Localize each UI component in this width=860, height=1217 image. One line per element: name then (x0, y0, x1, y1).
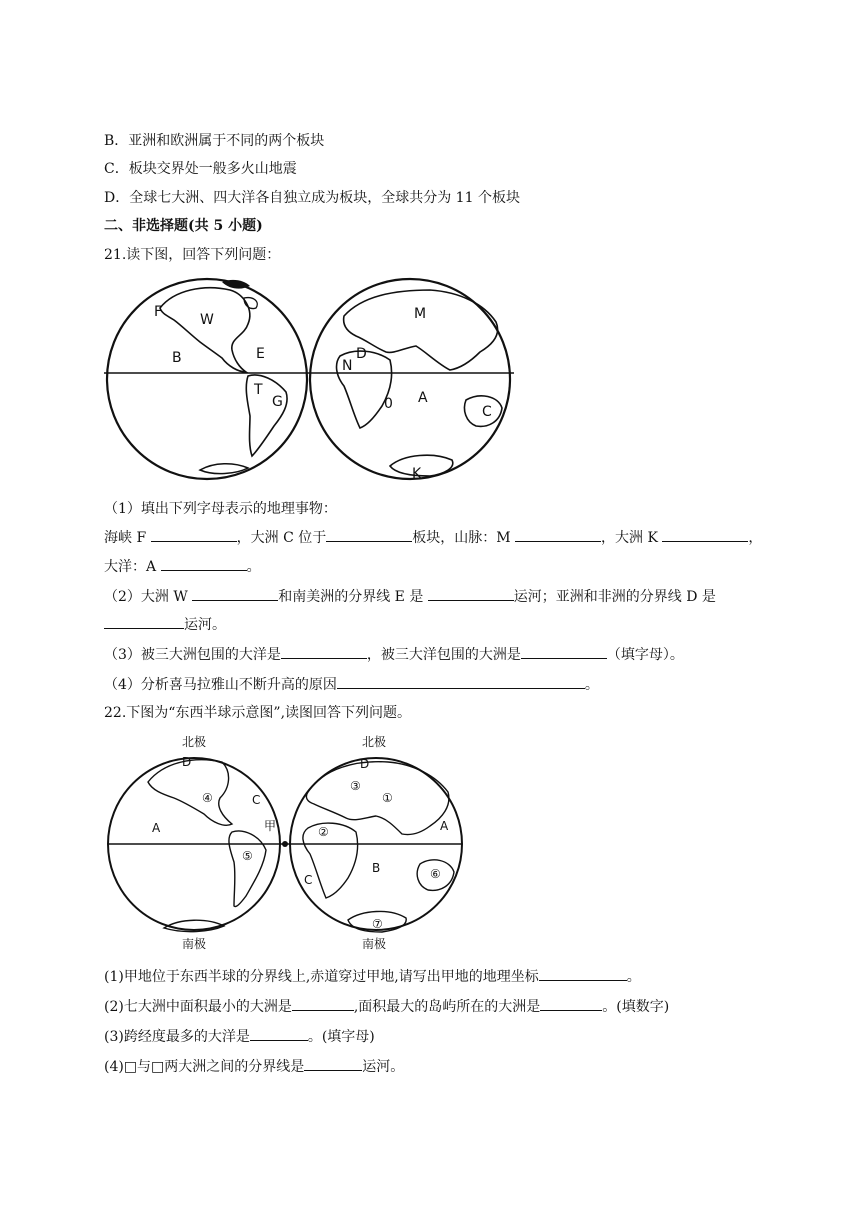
map-label-d-west: D (182, 755, 192, 769)
q21-stem: 21.读下图，回答下列问题： (104, 247, 281, 263)
q21-p2-line1: （2）大洲 W 和南美洲的分界线 E 是 运河；亚洲和非洲的分界线 D 是 (104, 586, 716, 607)
north-pole-label-east: 北极 (362, 735, 387, 749)
option-b: B．亚洲和欧洲属于不同的两个板块 (104, 133, 325, 149)
map-label-4: ④ (202, 791, 213, 805)
answer-blank[interactable] (337, 674, 585, 689)
map-label-n: N (342, 358, 353, 374)
answer-blank[interactable] (515, 527, 601, 542)
map-label-a-east: A (440, 819, 449, 833)
map-label-w: W (200, 312, 214, 328)
answer-blank[interactable] (428, 586, 514, 601)
map-label-c: C (482, 404, 492, 420)
answer-blank[interactable] (540, 996, 602, 1011)
map-label-m: M (414, 306, 427, 322)
map-label-a: A (418, 390, 428, 406)
map-label-e: E (256, 346, 265, 362)
answer-blank[interactable] (250, 1026, 308, 1041)
map-label-c-east: C (304, 873, 313, 887)
answer-blank[interactable] (662, 527, 748, 542)
section-title: 二、非选择题(共 5 小题) (104, 218, 263, 234)
map-label-b: B (172, 350, 182, 366)
north-pole-label-west: 北极 (182, 735, 207, 749)
q22-p1: (1)甲地位于东西半球的分界线上,赤道穿过甲地,请写出甲地的地理坐标 。 (104, 966, 641, 987)
map-label-k: K (412, 466, 422, 482)
map-label-6: ⑥ (430, 867, 441, 881)
answer-blank[interactable] (292, 996, 354, 1011)
map-label-b: B (372, 861, 381, 875)
map-label-d-east: D (360, 757, 370, 771)
q22-p4: (4)□与□两大洲之间的分界线是 运河。 (104, 1056, 404, 1077)
map-label-jia: 甲 (264, 819, 277, 833)
map-label-o: 0 (384, 396, 393, 412)
answer-blank[interactable] (304, 1056, 362, 1071)
answer-blank[interactable] (161, 556, 247, 571)
map-label-f: F (154, 304, 163, 320)
map-label-d: D (356, 346, 367, 362)
q22-p2: (2)七大洲中面积最小的大洲是 ,面积最大的岛屿所在的大洲是 。(填数字) (104, 996, 669, 1017)
q21-p2-line2: 运河。 (104, 614, 226, 635)
q21-p1-line2: 大洋：A 。 (104, 556, 261, 577)
q21-p4: （4）分析喜马拉雅山不断升高的原因 。 (104, 674, 599, 695)
q21-p1-line1: 海峡 F ，大洲 C 位于 板块，山脉：M ，大洲 K ， (104, 527, 762, 548)
answer-blank[interactable] (539, 966, 627, 981)
answer-blank[interactable] (151, 527, 237, 542)
map-label-t: T (254, 382, 263, 398)
q21-p1-intro: （1）填出下列字母表示的地理事物： (104, 501, 337, 517)
q22-hemisphere-map (104, 732, 474, 954)
map-label-g: G (272, 394, 283, 410)
answer-blank[interactable] (521, 644, 607, 659)
q22-stem: 22.下图为“东西半球示意图”,读图回答下列问题。 (104, 705, 412, 721)
q21-p3: （3）被三大洲包围的大洋是 ，被三大洋包围的大洲是 （填字母）。 (104, 644, 684, 665)
option-c: C．板块交界处一般多火山地震 (104, 161, 297, 177)
map-label-2: ② (318, 825, 329, 839)
answer-blank[interactable] (281, 644, 367, 659)
map-label-a-west: A (152, 821, 161, 835)
map-label-1: ① (382, 791, 393, 805)
option-d: D．全球七大洲、四大洋各自独立成为板块，全球共分为 11 个板块 (104, 190, 520, 206)
south-pole-label-east: 南极 (362, 937, 387, 951)
map-label-5: ⑤ (242, 849, 253, 863)
map-label-7: ⑦ (372, 917, 383, 931)
map-label-c-west: C (252, 793, 261, 807)
south-pole-label-west: 南极 (182, 937, 207, 951)
q21-hemisphere-map (104, 276, 524, 486)
answer-blank[interactable] (326, 527, 412, 542)
map-label-3: ③ (350, 779, 361, 793)
answer-blank[interactable] (192, 586, 278, 601)
q22-p3: (3)跨经度最多的大洋是 。(填字母) (104, 1026, 375, 1047)
answer-blank[interactable] (104, 614, 184, 629)
